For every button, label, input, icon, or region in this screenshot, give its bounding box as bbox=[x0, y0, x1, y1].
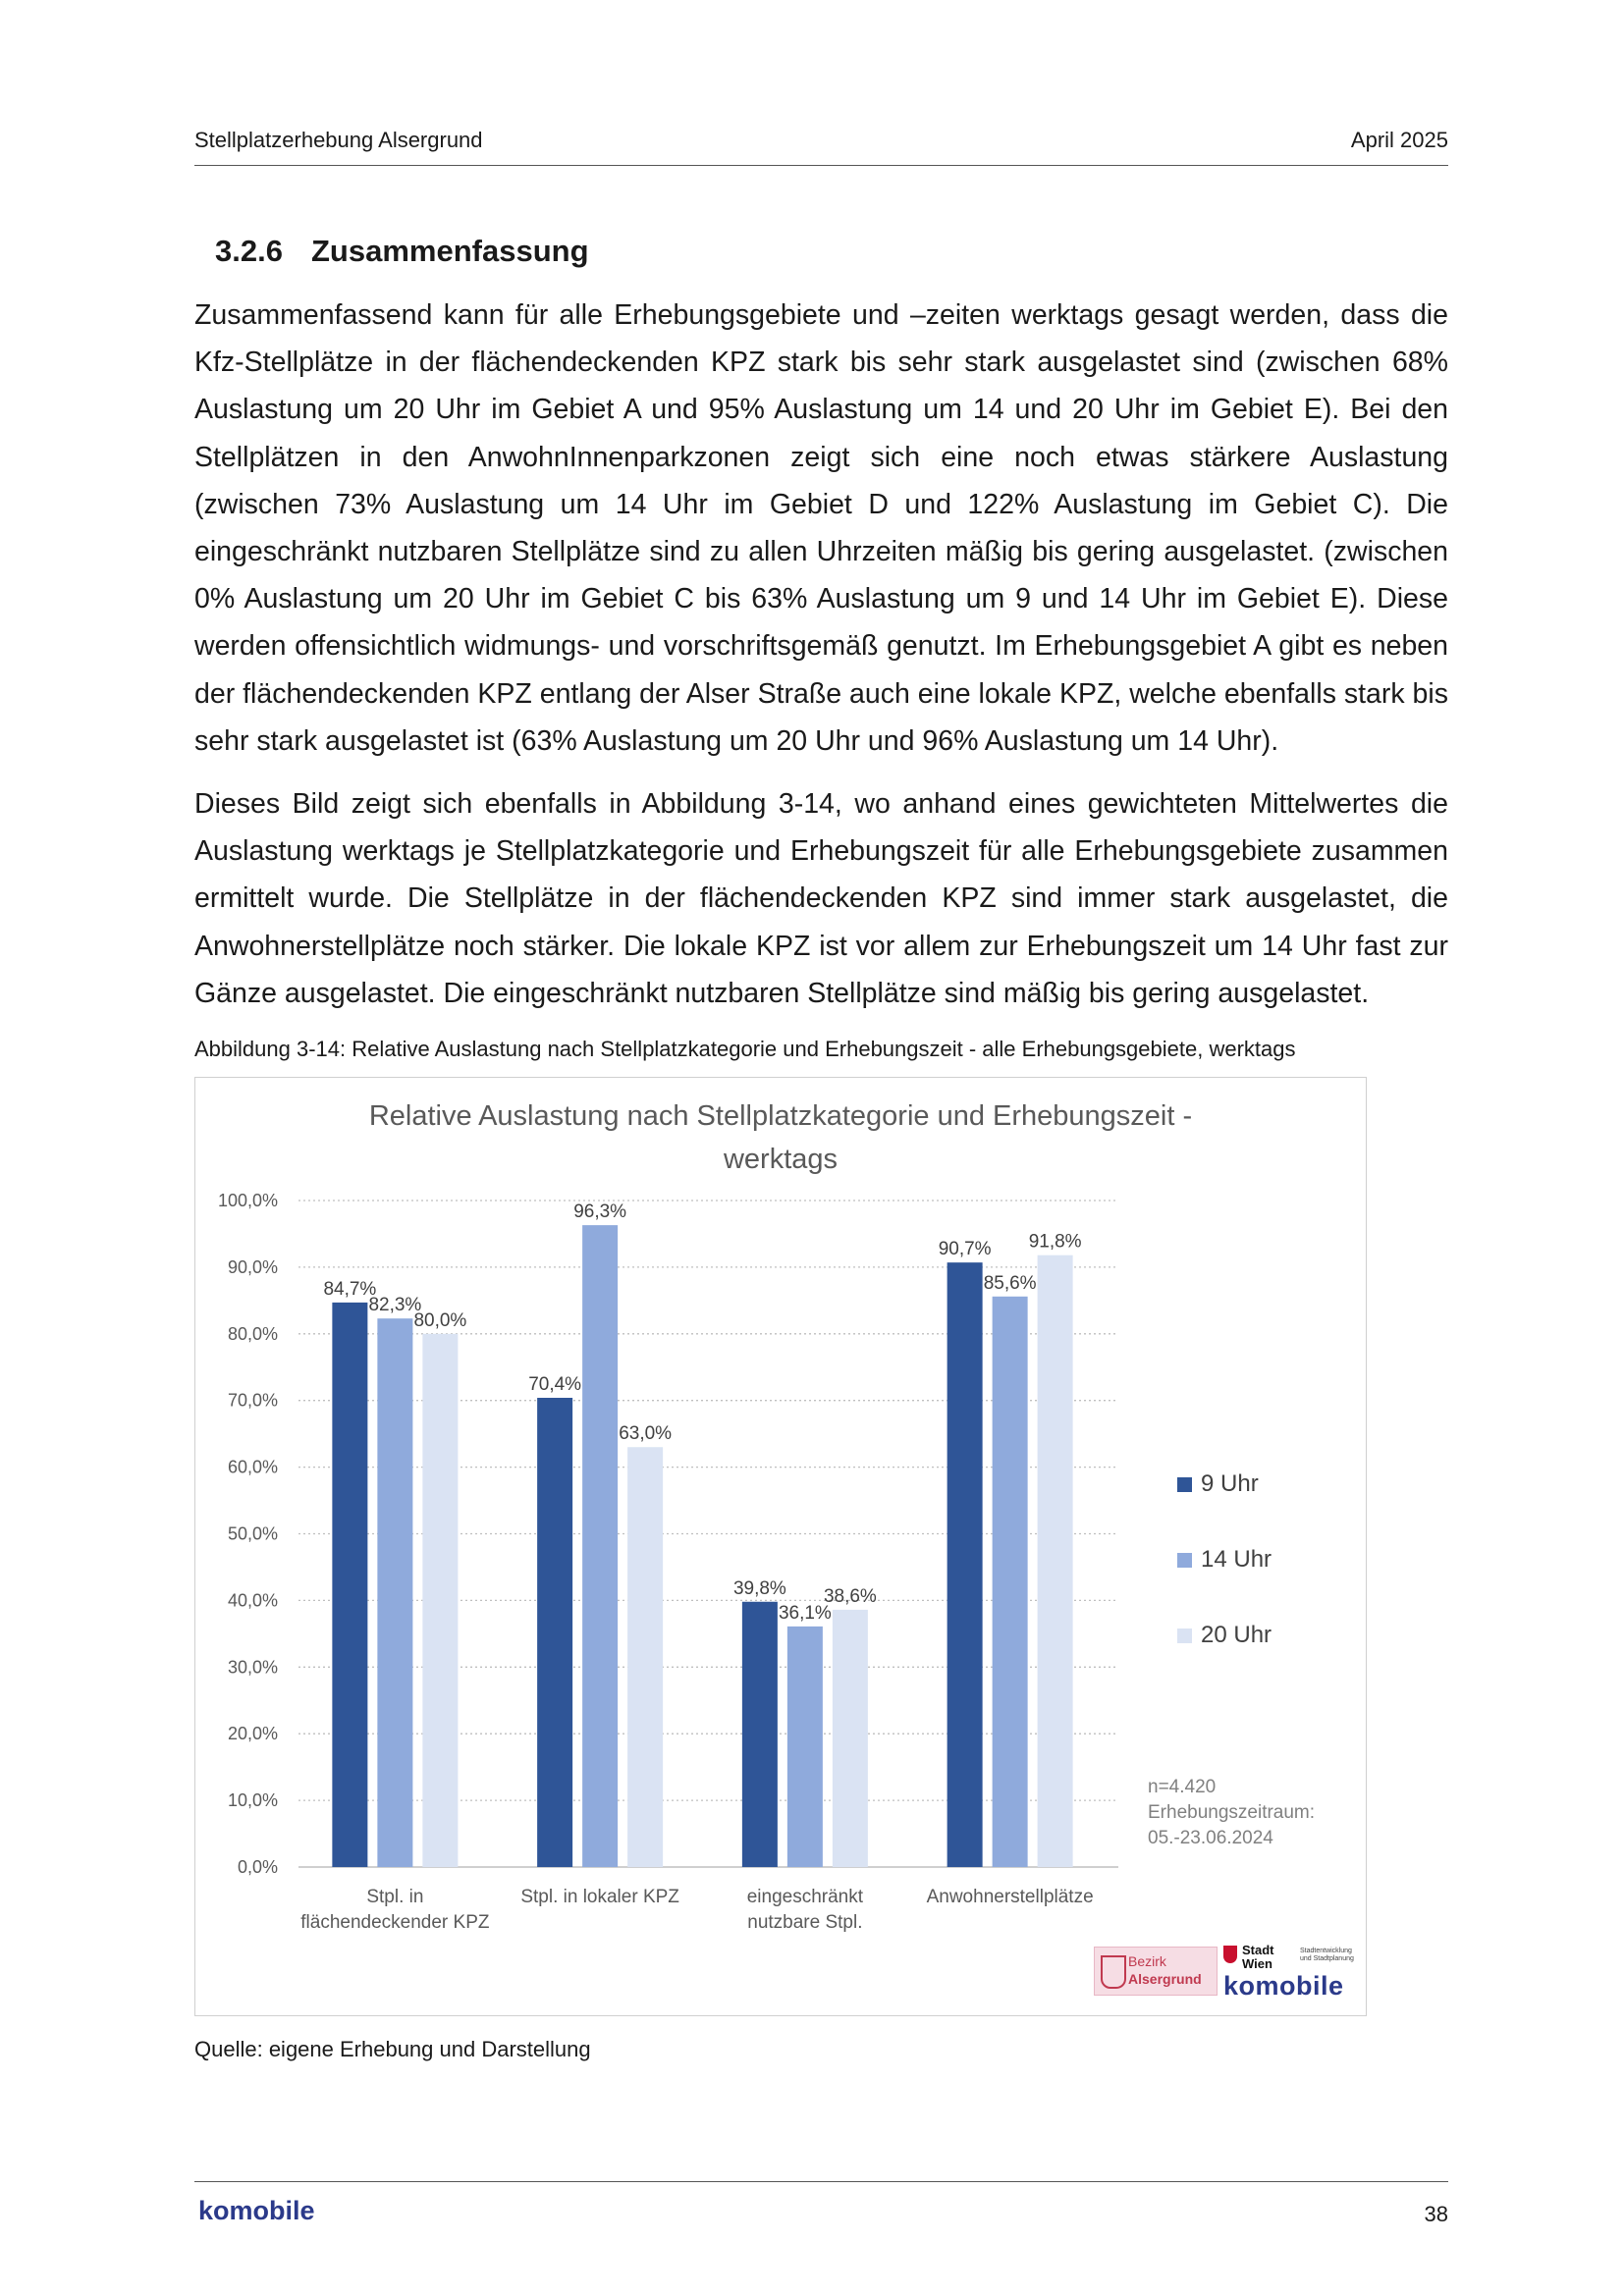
x-category-label: Stpl. in bbox=[366, 1887, 424, 1907]
data-label: 63,0% bbox=[619, 1423, 673, 1445]
section-number: 3.2.6 bbox=[215, 234, 283, 268]
note-sample-size: n=4.420 bbox=[1148, 1777, 1217, 1797]
y-tick-label: 40,0% bbox=[227, 1590, 278, 1611]
bar-20-uhr bbox=[833, 1610, 868, 1867]
footer-logo: komobile bbox=[198, 2196, 315, 2225]
y-tick-label: 100,0% bbox=[217, 1191, 278, 1210]
note-period: 05.-23.06.2024 bbox=[1148, 1828, 1273, 1848]
bezirk-logo-line-1: Bezirk bbox=[1128, 1953, 1166, 1969]
figure-source: Quelle: eigene Erhebung und Darstellung bbox=[194, 2037, 591, 2061]
y-tick-label: 0,0% bbox=[237, 1857, 278, 1877]
legend-label: 20 Uhr bbox=[1201, 1622, 1272, 1648]
paragraph-2: Dieses Bild zeigt sich ebenfalls in Abbildung 3-14, wo anhand eines gewichteten Mittelwertes die Auslastung werktags je Stellplatzkategorie und Erhebungszeit für alle Erhebungsgebiete zusammen ermittelt wurde. Die Stellplätze in der flächendeckenden KPZ sind immer stark ausgelastet, die Anwohnerstellplätze noch stärker. Die lokale KPZ ist vor allem zur Erhebungszeit um 14 Uhr fast zur Gänze ausgelastet. Die eingeschränkt nutzbaren Stellplätze sind mäßig bis gering ausgelastet. bbox=[194, 788, 1448, 1009]
y-tick-label: 60,0% bbox=[227, 1457, 278, 1477]
figure-caption: Abbildung 3-14: Relative Auslastung nach Stellplatzkategorie und Erhebungszeit - alle Erhebungsgebiete, werktags bbox=[194, 1037, 1296, 1061]
y-tick-label: 30,0% bbox=[227, 1657, 278, 1678]
paragraph-1: Zusammenfassend kann für alle Erhebungsgebiete und –zeiten werktags gesagt werden, dass die Kfz-Stellplätze in der flächendeckenden KPZ stark bis sehr stark ausgelastet sind (zwischen 68% Auslastung um 20 Uhr im Gebiet A und 95% Auslastung um 14 und 20 Uhr im Gebiet E). Bei den Stellplätzen in den AnwohnInnenparkzonen zeigt sich eine noch etwas stärkere Auslastung (zwischen 73% Auslastung um 14 Uhr im Gebiet D und 122% Auslastung im Gebiet C). Die eingeschränkt nutzbaren Stellplätze sind zu allen Uhrzeiten mäßig bis gering ausgelastet. (zwischen 0% Auslastung um 20 Uhr im Gebiet C bis 63% Auslastung um 9 und 14 Uhr im Gebiet E). Diese werden offensichtlich widmungs- und vorschriftsgemäß genutzt. Im Erhebungsgebiet A gibt es neben der flächendeckenden KPZ entlang der Alser Straße auch eine lokale KPZ, welche ebenfalls stark bis sehr stark ausgelastet ist (63% Auslastung um 20 Uhr und 96% Auslastung um 14 Uhr). bbox=[194, 299, 1448, 757]
bar-9-uhr bbox=[947, 1262, 983, 1867]
x-category-label: flächendeckender KPZ bbox=[300, 1912, 490, 1933]
bar-20-uhr bbox=[627, 1447, 663, 1867]
bar-9-uhr bbox=[537, 1398, 572, 1867]
data-label: 90,7% bbox=[938, 1239, 992, 1260]
chart-container bbox=[194, 1077, 1367, 2016]
data-label: 36,1% bbox=[778, 1602, 832, 1624]
bar-9-uhr bbox=[742, 1602, 778, 1867]
y-tick-label: 20,0% bbox=[227, 1724, 278, 1744]
chart-title-line: Relative Auslastung nach Stellplatzkategorie und Erhebungszeit - bbox=[368, 1100, 1193, 1132]
bar-20-uhr bbox=[422, 1334, 458, 1867]
bezirk-alsergrund-logo bbox=[1094, 1947, 1218, 1996]
stadt-wien-komobile-logo bbox=[1223, 1944, 1361, 2002]
page-footer bbox=[194, 2181, 1448, 2226]
legend-swatch-14-uhr bbox=[1177, 1553, 1192, 1568]
chart-note bbox=[1148, 1775, 1364, 1851]
data-label: 70,4% bbox=[528, 1373, 582, 1395]
page-number: 38 bbox=[1424, 2202, 1448, 2226]
x-category-label: Anwohnerstellplätze bbox=[926, 1887, 1094, 1907]
note-period-label: Erhebungszeitraum: bbox=[1148, 1802, 1316, 1823]
x-category-label: nutzbare Stpl. bbox=[747, 1912, 863, 1933]
data-label: 80,0% bbox=[413, 1309, 467, 1331]
data-label: 39,8% bbox=[732, 1577, 786, 1599]
legend-item-9-uhr bbox=[1177, 1470, 1259, 1498]
data-label: 85,6% bbox=[983, 1272, 1037, 1294]
y-tick-label: 80,0% bbox=[227, 1323, 278, 1344]
page-header bbox=[194, 122, 1448, 166]
bezirk-logo-line-2: Alsergrund bbox=[1128, 1971, 1202, 1987]
y-tick-label: 10,0% bbox=[227, 1790, 278, 1811]
bar-14-uhr bbox=[582, 1225, 618, 1867]
header-date: April 2025 bbox=[1350, 128, 1448, 152]
stadt-text: Stadt bbox=[1242, 1943, 1274, 1957]
legend-label: 14 Uhr bbox=[1201, 1546, 1272, 1573]
y-tick-label: 50,0% bbox=[227, 1523, 278, 1544]
wien-text: Wien bbox=[1242, 1956, 1272, 1971]
data-label: 82,3% bbox=[368, 1295, 422, 1316]
crest-icon bbox=[1101, 1955, 1126, 1989]
bar-14-uhr bbox=[787, 1627, 823, 1867]
y-tick-label: 70,0% bbox=[227, 1390, 278, 1411]
legend-item-20-uhr bbox=[1177, 1622, 1272, 1649]
x-category-label: Stpl. in lokaler KPZ bbox=[520, 1887, 679, 1907]
x-category-label: eingeschränkt bbox=[746, 1887, 864, 1907]
wien-sub-text: Stadtentwicklung und Stadtplanung bbox=[1300, 1948, 1354, 1962]
bar-20-uhr bbox=[1038, 1255, 1073, 1867]
komobile-logo-text: komobile bbox=[1223, 1971, 1344, 2001]
data-label: 91,8% bbox=[1028, 1231, 1082, 1253]
bar-14-uhr bbox=[993, 1297, 1028, 1867]
header-title: Stellplatzerhebung Alsergrund bbox=[194, 128, 483, 152]
section-heading bbox=[215, 234, 589, 269]
legend-swatch-9-uhr bbox=[1177, 1477, 1192, 1492]
data-label: 38,6% bbox=[823, 1585, 877, 1607]
wien-shield-icon bbox=[1223, 1946, 1237, 1963]
chart-title-line: werktags bbox=[723, 1144, 839, 1175]
legend-item-14-uhr bbox=[1177, 1546, 1272, 1574]
legend-swatch-20-uhr bbox=[1177, 1629, 1192, 1643]
bar-9-uhr bbox=[332, 1303, 367, 1867]
y-tick-label: 90,0% bbox=[227, 1256, 278, 1277]
stadt-wien-text bbox=[1242, 1944, 1274, 1971]
section-title: Zusammenfassung bbox=[311, 234, 589, 268]
legend-label: 9 Uhr bbox=[1201, 1470, 1259, 1497]
bar-14-uhr bbox=[377, 1318, 412, 1867]
data-label: 96,3% bbox=[573, 1201, 627, 1223]
data-label: 84,7% bbox=[323, 1278, 377, 1300]
